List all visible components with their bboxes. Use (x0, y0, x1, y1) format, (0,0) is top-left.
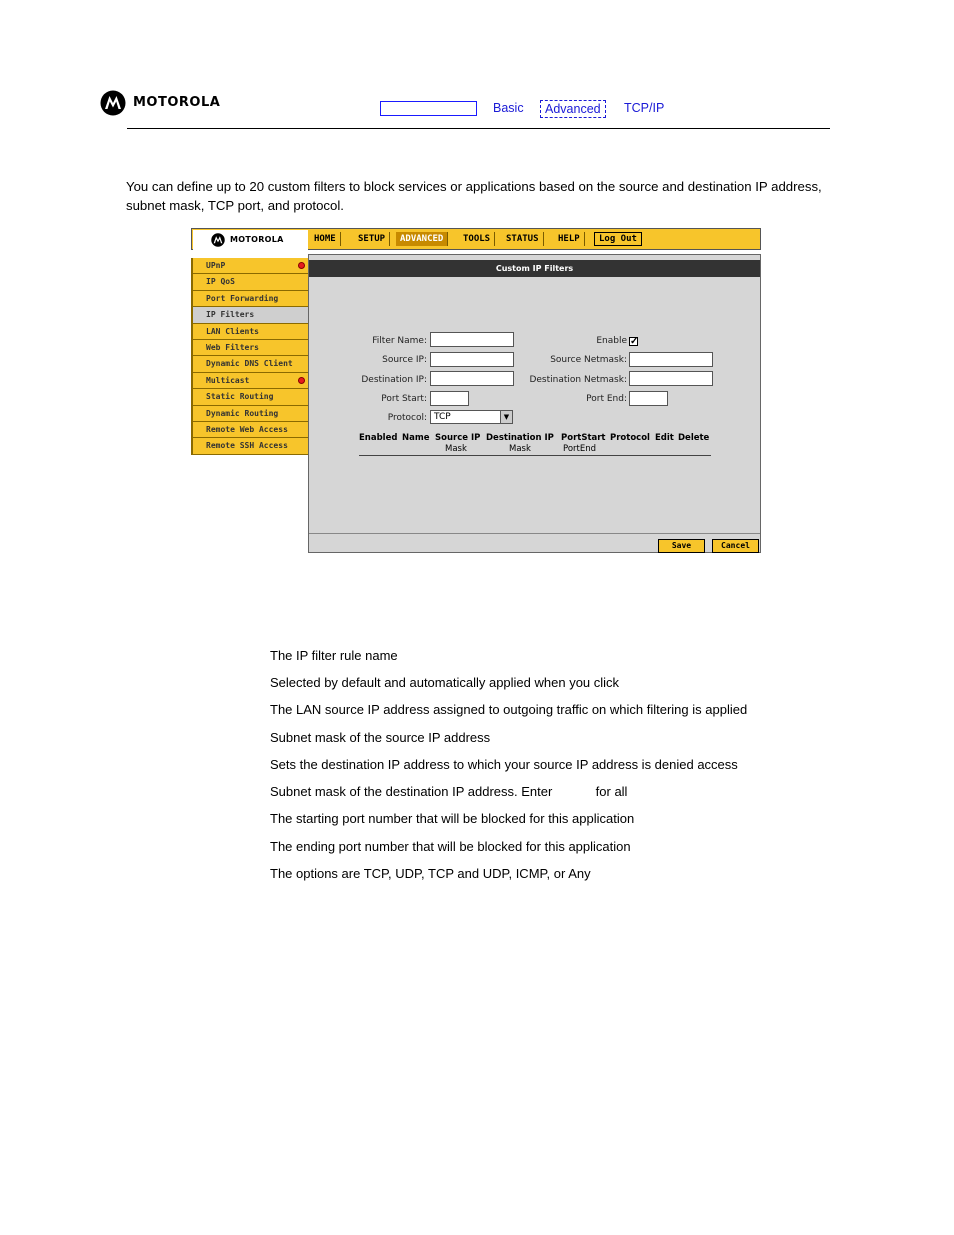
destination-ip-input[interactable] (430, 371, 514, 386)
source-ip-label: Source IP: (382, 355, 427, 365)
destination-netmask-input[interactable] (629, 371, 713, 386)
col-source-mask: Mask (445, 444, 467, 454)
menu-home[interactable]: HOME (310, 232, 341, 246)
port-start-input[interactable] (430, 391, 469, 406)
protocol-label: Protocol: (387, 413, 427, 423)
header-divider (127, 128, 830, 129)
sidebar-item-remote-ssh-access[interactable] (191, 438, 308, 454)
sidebar-item-ip-filters[interactable] (191, 307, 308, 323)
panel-title: Custom IP Filters (309, 260, 760, 277)
sidebar-item-label: Dynamic Routing (206, 408, 279, 418)
sidebar-item-lan-clients[interactable] (191, 324, 308, 340)
menu-advanced[interactable]: ADVANCED (396, 232, 448, 246)
desc-source-netmask: Subnet mask of the source IP address (270, 730, 491, 745)
sidebar-item-label: Static Routing (206, 392, 274, 402)
sidebar-item-multicast[interactable] (191, 373, 308, 389)
menu-status[interactable]: STATUS (502, 232, 544, 246)
desc-port-start: The starting port number that will be blocked for this application (270, 811, 635, 826)
col-protocol: Protocol (610, 433, 650, 443)
desc-source-ip: The LAN source IP address assigned to outgoing traffic on which filtering is applied (270, 702, 748, 717)
sidebar-item-label: Web Filters (206, 342, 259, 352)
menu-setup[interactable]: SETUP (354, 232, 390, 246)
sidebar-item-label: Remote SSH Access (206, 441, 288, 451)
alert-dot-icon (298, 377, 305, 384)
port-end-label: Port End: (586, 394, 627, 404)
sidebar-item-label: UPnP (206, 261, 226, 270)
enable-label: Enable (596, 336, 627, 346)
custom-ip-filters-panel (308, 254, 761, 553)
motorola-logo-icon (100, 90, 126, 116)
source-netmask-label: Source Netmask: (550, 355, 627, 365)
router-sidebar (191, 258, 308, 455)
col-edit: Edit (655, 433, 674, 443)
sidebar-item-label: LAN Clients (206, 326, 259, 336)
save-button[interactable]: Save (658, 539, 705, 553)
destination-netmask-label: Destination Netmask: (529, 375, 627, 385)
sidebar-item-ip-qos[interactable] (191, 274, 308, 290)
router-screenshot (191, 228, 761, 553)
source-ip-input[interactable] (430, 352, 514, 367)
nav-advanced-link[interactable]: Advanced (540, 100, 606, 118)
filters-table-header (359, 433, 711, 456)
sidebar-item-upnp[interactable] (191, 258, 308, 274)
sidebar-item-dynamic-routing[interactable] (191, 406, 308, 422)
router-motorola-logo-icon (211, 233, 225, 247)
sidebar-item-label: IP Filters (206, 310, 255, 320)
sidebar-item-label: Multicast (206, 375, 250, 385)
chevron-down-icon: ▼ (500, 411, 512, 423)
nav-tcpip-link[interactable]: TCP/IP (624, 101, 665, 115)
col-portend: PortEnd (563, 444, 597, 454)
filter-name-label: Filter Name: (372, 336, 427, 346)
col-enabled: Enabled (359, 433, 398, 443)
port-end-input[interactable] (629, 391, 668, 406)
col-source-ip: Source IP (435, 433, 481, 443)
desc-filter-name: The IP filter rule name (270, 648, 398, 663)
source-netmask-input[interactable] (629, 352, 713, 367)
desc-protocol: The options are TCP, UDP, TCP and UDP, ICMP, or Any (270, 866, 591, 881)
col-name: Name (402, 433, 430, 443)
logout-button[interactable]: Log Out (594, 232, 642, 246)
destination-ip-label: Destination IP: (361, 375, 427, 385)
desc-destination-ip: Sets the destination IP address to which your source IP address is denied access (270, 757, 738, 772)
port-start-label: Port Start: (381, 394, 427, 404)
brand-name: MOTOROLA (133, 95, 221, 110)
col-destination-ip: Destination IP (486, 433, 554, 443)
sidebar-item-remote-web-access[interactable] (191, 422, 308, 438)
filter-name-input[interactable] (430, 332, 514, 347)
sidebar-item-web-filters[interactable] (191, 340, 308, 356)
sidebar-item-label: Port Forwarding (206, 293, 279, 303)
nav-basic-link[interactable]: Basic (493, 101, 524, 115)
sidebar-item-label: Dynamic DNS Client (206, 359, 293, 369)
desc-destination-netmask: Subnet mask of the destination IP address. Enter for all (270, 784, 628, 799)
router-top-bar (191, 228, 761, 250)
desc-port-end: The ending port number that will be blocked for this application (270, 839, 631, 854)
nav-blank-box[interactable] (380, 101, 477, 116)
col-destination-mask: Mask (509, 444, 531, 454)
panel-bottom-divider (309, 533, 760, 534)
menu-help[interactable]: HELP (554, 232, 585, 246)
alert-dot-icon (298, 262, 305, 269)
col-delete: Delete (678, 433, 710, 443)
col-portstart: PortStart (561, 433, 606, 443)
sidebar-item-port-forwarding[interactable] (191, 291, 308, 307)
sidebar-item-label: IP QoS (206, 277, 235, 287)
menu-tools[interactable]: TOOLS (459, 232, 495, 246)
router-logo-area (193, 230, 308, 250)
cancel-button[interactable]: Cancel (712, 539, 759, 553)
protocol-select[interactable] (430, 410, 513, 424)
protocol-select-value: TCP (434, 412, 451, 422)
sidebar-item-dynamic-dns[interactable] (191, 356, 308, 372)
router-brand-name: MOTOROLA (230, 235, 284, 244)
sidebar-item-static-routing[interactable] (191, 389, 308, 405)
enable-checkbox[interactable]: ✓ (630, 336, 639, 347)
intro-paragraph: You can define up to 20 custom filters to block services or applications based on the source and destination IP address, subnet mask, TCP port, and protocol. (126, 179, 822, 213)
sidebar-item-label: Remote Web Access (206, 424, 288, 434)
desc-enable: Selected by default and automatically applied when you click (270, 675, 620, 690)
